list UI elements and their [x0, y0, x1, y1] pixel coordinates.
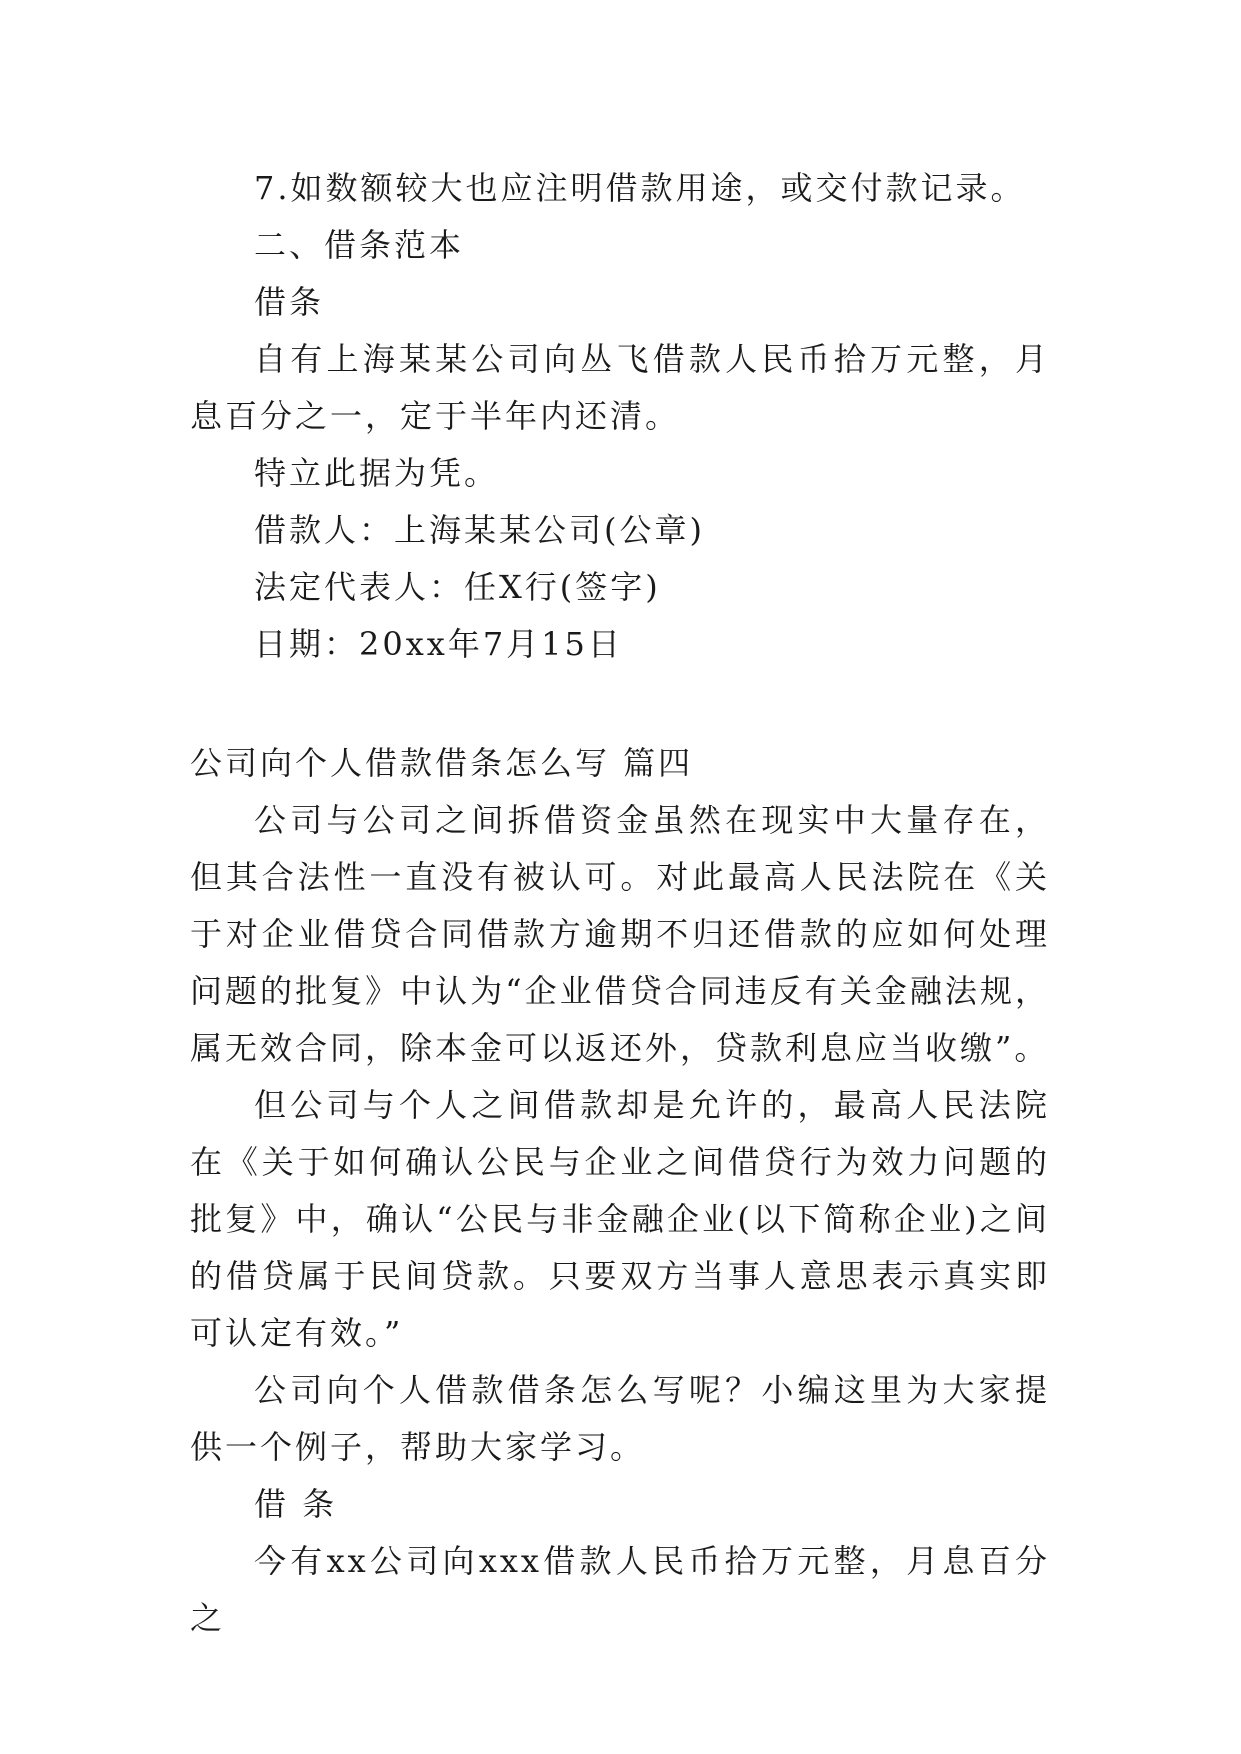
document-body [190, 160, 1050, 1647]
iou-legal-rep: 法定代表人：任X行(签字) [254, 568, 661, 606]
iou-closing: 特立此据为凭。 [254, 454, 500, 492]
paragraph-individual-loans: 但公司与个人之间借款却是允许的，最高人民法院在《关于如何确认公民与企业之间借贷行为效力问题的批复》中，确认“公民与非金融企业(以下简称企业)之间的借贷属于民间贷款。只要双方当事人意思表示真实即可认定有效。” [190, 1086, 1050, 1352]
example-iou-title: 借 条 [254, 1485, 338, 1523]
paragraph-example-intro: 公司向个人借款借条怎么写呢？小编这里为大家提供一个例子，帮助大家学习。 [190, 1371, 1050, 1466]
section-heading-template: 二、借条范本 [254, 226, 465, 264]
iou-date: 日期：20xx年7月15日 [254, 625, 623, 663]
list-item-7: 7.如数额较大也应注明借款用途，或交付款记录。 [254, 169, 1026, 207]
section-title: 公司向个人借款借条怎么写 篇四 [190, 744, 694, 782]
paragraph-company-loans: 公司与公司之间拆借资金虽然在现实中大量存在，但其合法性一直没有被认可。对此最高人民法院在《关于对企业借贷合同借款方逾期不归还借款的应如何处理问题的批复》中认为“企业借贷合同违反有关金融法规，属无效合同，除本金可以返还外，贷款利息应当收缴”。 [190, 801, 1050, 1067]
iou-title: 借条 [254, 283, 325, 321]
iou-body: 自有上海某某公司向丛飞借款人民币拾万元整，月息百分之一，定于半年内还清。 [190, 340, 1050, 435]
section-spacer [190, 673, 1050, 735]
iou-borrower: 借款人：上海某某公司(公章) [254, 511, 705, 549]
example-iou-body: 今有xx公司向xxx借款人民币拾万元整，月息百分之 [190, 1542, 1050, 1637]
